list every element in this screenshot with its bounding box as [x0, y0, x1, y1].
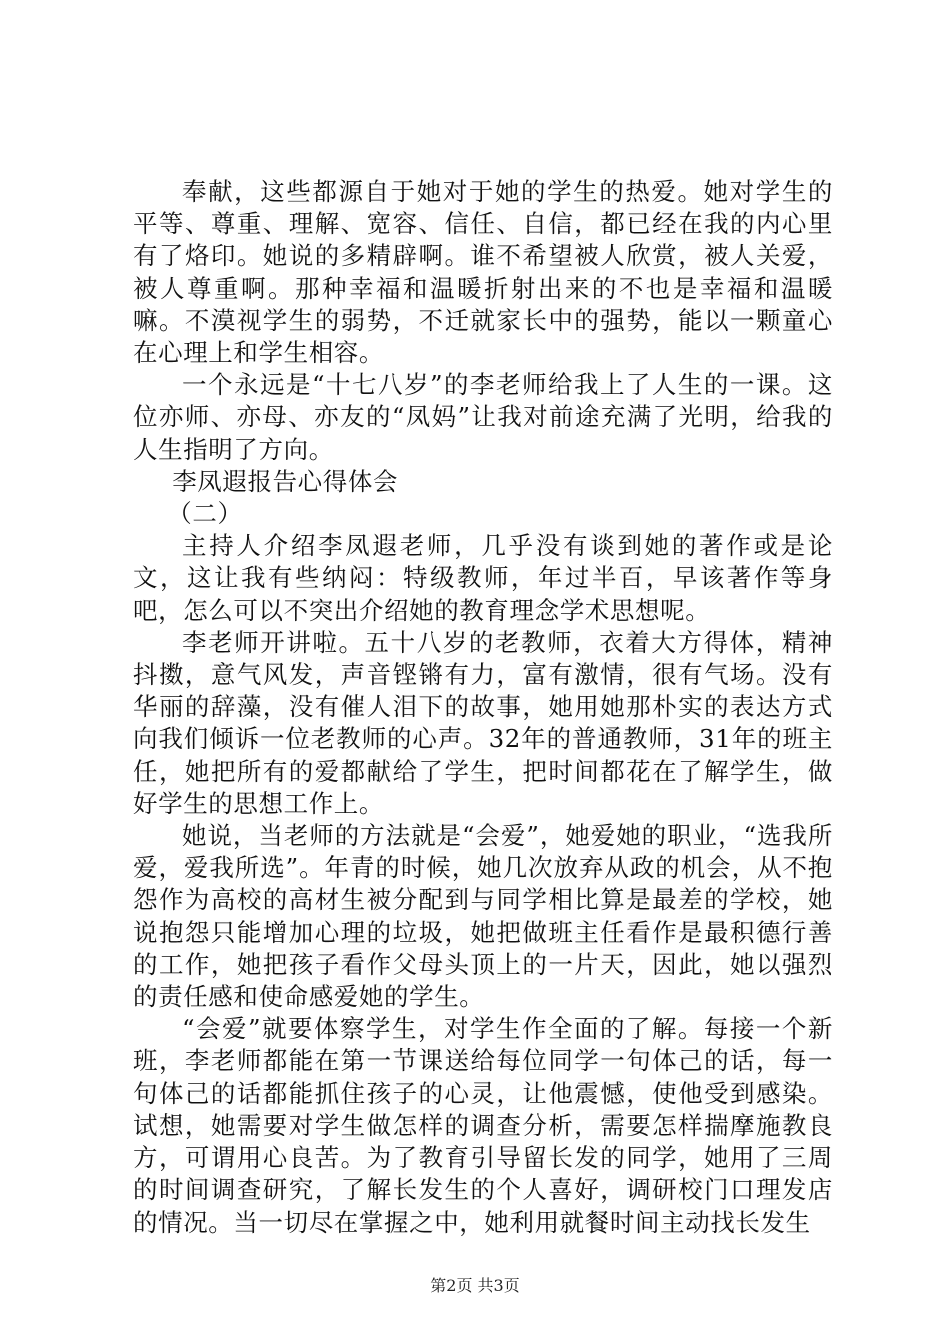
paragraph-3: 主持人介绍李凤遐老师，几乎没有谈到她的著作或是论文，这让我有些纳闷：特级教师，年过半百，早该著作等身吧，怎么可以不突出介绍她的教育理念学术思想呢。 [133, 531, 833, 625]
document-body [133, 176, 833, 1239]
paragraph-5: 她说，当老师的方法就是“会爱”，她爱她的职业，“选我所爱，爱我所选”。年青的时候，她几次放弃从政的机会，从不抱怨作为高校的高材生被分配到与同学相比算是最差的学校，她说抱怨只能增加心理的垃圾，她把做班主任看作是最积德行善的工作，她把孩子看作父母头顶上的一片天，因此，她以强烈的责任感和使命感爱她的学生。 [133, 821, 833, 1012]
paragraph-2: 一个永远是“十七八岁”的李老师给我上了人生的一课。这位亦师、亦母、亦友的“凤妈”让我对前途充满了光明，给我的人生指明了方向。 [133, 370, 833, 464]
paragraph-1: 奉献，这些都源自于她对于她的学生的热爱。她对学生的平等、尊重、理解、宽容、信任、自信，都已经在我的内心里有了烙印。她说的多精辟啊。谁不希望被人欣赏，被人关爱，被人尊重啊。那种幸福和温暖折射出来的不也是幸福和温暖嘛。不漠视学生的弱势，不迁就家长中的强势，能以一颗童心在心理上和学生相容。 [133, 177, 833, 368]
page-footer [0, 1276, 950, 1296]
paragraph-6: “会爱”就要体察学生，对学生作全面的了解。每接一个新班，李老师都能在第一节课送给每位同学一句体己的话，每一句体己的话都能抓住孩子的心灵，让他震憾，使他受到感染。试想，她需要对学生做怎样的调查分析，需要怎样揣摩施教良方，可谓用心良苦。为了教育引导留长发的同学，她用了三周的时间调查研究，了解长发生的个人喜好，调研校门口理发店的情况。当一切尽在掌握之中，她利用就餐时间主动找长发生 [133, 1014, 833, 1237]
section-subheading: （二） [167, 499, 243, 529]
paragraph-4: 李老师开讲啦。五十八岁的老教师，衣着大方得体，精神抖擞，意气风发，声音铿锵有力，富有激情，很有气场。没有华丽的辞藻，没有催人泪下的故事，她用她那朴实的表达方式向我们倾诉一位老教师的心声。32年的普通教师，31年的班主任，她把所有的爱都献给了学生，把时间都花在了解学生，做好学生的思想工作上。 [133, 627, 833, 818]
section-heading: 李凤遐报告心得体会 [172, 466, 399, 496]
page-number-label: 第2页 共3页 [430, 1276, 520, 1295]
